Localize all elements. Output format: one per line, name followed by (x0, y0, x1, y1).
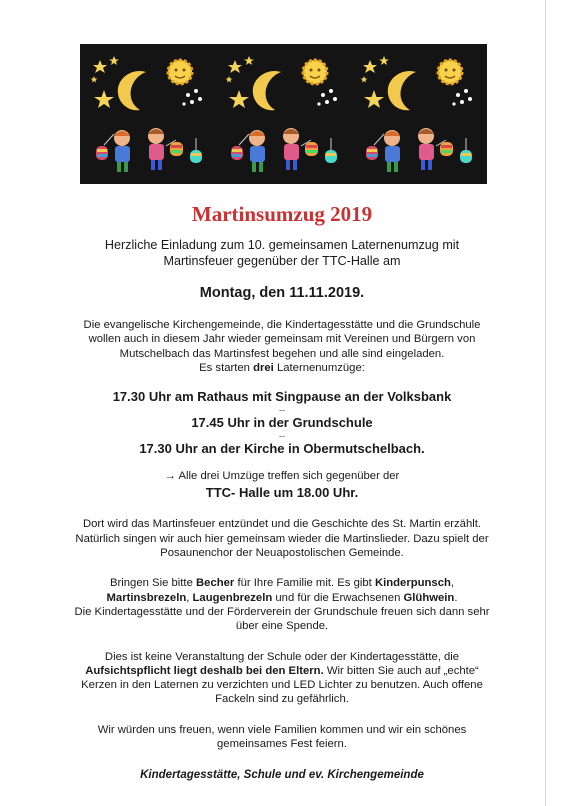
description-line: Es starten drei Laternenumzüge: (199, 361, 365, 374)
route-separator: -- (279, 405, 285, 416)
notice-paragraph-line: Dies ist keine Veranstaltung der Schule oder der Kindertagesstätte, die (104, 650, 460, 663)
fire-paragraph-line: Natürlich singen wir auch hier gemeinsam wieder die Martinslieder. Dazu spielt der (75, 532, 489, 545)
intro-line: Herzliche Einladung zum 10. gemeinsamen Laternenumzug mit (104, 238, 460, 252)
route-item: 17.30 Uhr am Rathaus mit Singpause an der Volksbank (112, 389, 452, 405)
signature: Kindertagesstätte, Schule und ev. Kirchengemeinde (140, 769, 424, 782)
meeting-line: → Alle drei Umzüge treffen sich gegenüber der (164, 470, 400, 483)
description-line: wollen auch in diesem Jahr wieder gemeinsam mit Vereinen und Bürgern von (88, 333, 476, 346)
page-edge (545, 0, 546, 806)
banner-svg (80, 44, 487, 184)
notice-paragraph-line: Fackeln sind zu gefährlich. (215, 693, 349, 706)
description-line: Die evangelische Kirchengemeinde, die Kindertagesstätte und die Grundschule (83, 319, 481, 331)
closing-paragraph-line: gemeinsames Fest feiern. (217, 738, 347, 751)
bring-paragraph-line: Bringen Sie bitte Becher für Ihre Familie mit. Es gibt Kinderpunsch, (109, 577, 455, 590)
fire-paragraph-line: Dort wird das Martinsfeuer entzündet und die Geschichte des St. Martin erzählt. (82, 518, 482, 531)
event-date: Montag, den 11.11.2019. (199, 285, 365, 301)
notice-paragraph-line: Aufsichtspflicht liegt deshalb bei den Eltern. Wir bitten Sie auch auf „echte“ (85, 664, 479, 677)
route-item: 17.45 Uhr in der Grundschule (191, 415, 373, 431)
bring-paragraph-line: Die Kindertagesstätte und der Förderverein der Grundschule freuen sich dann sehr (74, 605, 490, 618)
bring-paragraph-line: über eine Spende. (235, 620, 329, 633)
bring-paragraph-line: Martinsbrezeln, Laugenbrezeln und für die Erwachsenen Glühwein. (106, 591, 458, 604)
notice-paragraph-line: Kerzen in den Laternen zu verzichten und LED Lichter zu benutzen. Auch offene (81, 679, 483, 692)
description-line: Mutschelbach das Martinsfest begehen und alle sind eingeladen. (119, 347, 445, 360)
route-separator: -- (279, 431, 285, 442)
meeting-time: TTC- Halle um 18.00 Uhr. (205, 485, 359, 501)
invitation-content (62, 201, 502, 783)
closing-paragraph-line: Wir würden uns freuen, wenn viele Familien kommen und wir ein schönes (97, 723, 467, 736)
intro-line: Martinsfeuer gegenüber der TTC-Halle am (163, 254, 401, 268)
lantern-banner-illustration (80, 44, 487, 184)
route-item: 17.30 Uhr an der Kirche in Obermutschelbach. (139, 441, 425, 457)
page-title: Martinsumzug 2019 (191, 202, 373, 226)
fire-paragraph-line: Posaunenchor der Neuapostolischen Gemeinde. (160, 547, 404, 560)
